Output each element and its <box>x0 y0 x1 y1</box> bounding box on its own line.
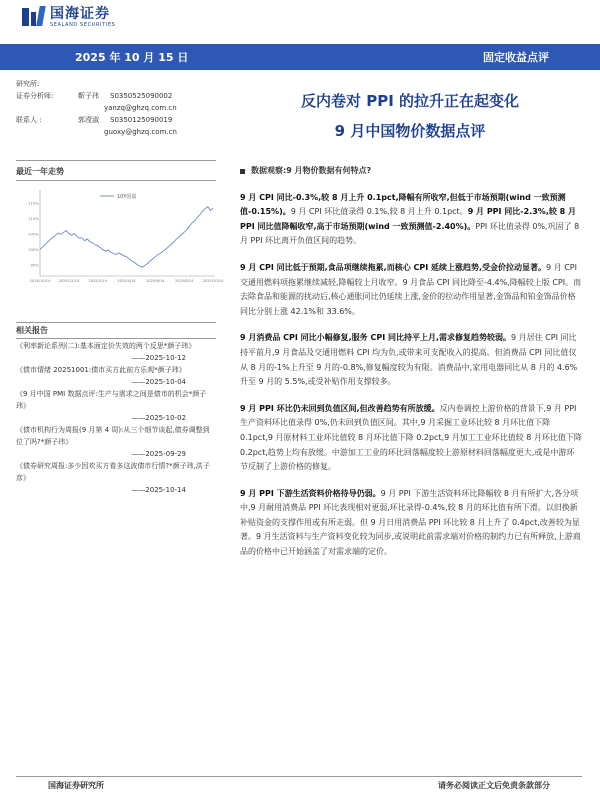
main-content <box>240 164 582 572</box>
report-link[interactable]: 《债市机构行为周报(9 月第 4 周):从三个细节谈起,债券调整到位了吗?*颜子玮》 ——2025-09-29 <box>16 426 210 458</box>
paragraph: 9 月 PPI 下游生活资料价格待导仍弱。9 月 PPI 下游生活资料环比降幅较 8 月有所扩大,各分项中,9 月耐用消费品 PPI 环比表现相对更弱,环比录得-0.4%,较 8 月的环比值有所下滑。以旧换新补贴资金的支撑作用或有所走弱。但 9 月日用消费品 PPI 环比较 8 月上升了 0.4pct,改善较为显著。9 月生活资料与生产资料变化较为同步,或说明此前需求端对价格的制约力已有所释放,上游商品的价格中已开始涵盖了对需求端的定价。 <box>240 488 581 557</box>
x-tick-label: 2025/6/14 <box>146 279 165 283</box>
legend-label: 10Y国债 <box>117 194 137 200</box>
bullet-square-icon <box>240 169 245 174</box>
analyst-id: S0350525090002 <box>110 92 173 100</box>
report-title: 反内卷对 PPI 的拉升正在起变化 <box>300 92 519 110</box>
logo-cn: 国海证券 <box>50 5 110 22</box>
header-bar <box>0 44 600 70</box>
divider <box>16 160 216 161</box>
x-tick-label: 2024/12/14 <box>58 279 80 283</box>
footer-org: 国海证券研究所 <box>48 781 104 790</box>
x-tick-label: 2025/10/14 <box>202 279 224 283</box>
contact-id: S0350125090019 <box>110 116 173 124</box>
logo-icon <box>22 6 44 28</box>
logo-en: SEALAND SECURITIES <box>50 21 116 28</box>
reports-heading: 相关报告 <box>16 326 48 335</box>
paragraph: 9 月消费品 CPI 同比小幅修复,服务 CPI 同比持平上月,需求修复趋势较弱。9 月居住 CPI 同比持平前月,9 月食品及交通用燃料 CPI 均为负,或带来可支配收入的提高。但消费品 CPI 同比值仅从 8 月的-1%上升至 9 月的-0.8%,修复幅度较为有限。消费品中,家用电器同比从 8 月的 4.6%升至 9 月的 5.5%,或受补贴作用支撑较多。 <box>240 333 578 387</box>
contact-name: 郭滢淑 <box>78 116 99 124</box>
x-tick-label: 2025/4/14 <box>117 279 136 283</box>
report-link[interactable]: 《利率新论系列(二):基本面定价失效的两个反思*颜子玮》 ——2025-10-12 <box>16 342 196 362</box>
report-date: 2025 年 10 月 15 日 <box>75 51 189 64</box>
report-link[interactable]: 《债券研究周报:多少因欢买方看多这波债市行情?*颜子玮,洪子彦》 ——2025-10-14 <box>16 462 210 494</box>
trend-heading: 最近一年走势 <box>16 167 64 176</box>
y-tick-label: 115% <box>28 201 39 206</box>
y-tick-label: 100% <box>28 247 39 252</box>
related-reports <box>16 340 216 496</box>
y-tick-label: 95% <box>30 263 39 268</box>
analyst-email[interactable]: yanzq@ghzq.com.cn <box>104 104 177 112</box>
x-tick-label: 2025/2/14 <box>88 279 107 283</box>
report-link[interactable]: 《9 月中国 PMI 数据点评:生产与需求之间是债市的机会*颜子玮》 ——2025-10-02 <box>16 390 207 422</box>
x-tick-label: 2024/10/14 <box>29 279 51 283</box>
divider <box>16 180 216 181</box>
contact-email[interactable]: guoxy@ghzq.com.cn <box>104 128 177 136</box>
company-logo <box>22 4 115 30</box>
trend-chart <box>28 190 224 290</box>
divider <box>16 322 216 323</box>
analyst-name: 靳子玮 <box>78 92 99 100</box>
divider <box>16 338 216 339</box>
report-type: 固定收益点评 <box>483 51 549 64</box>
plot-area <box>40 190 215 276</box>
report-subtitle: 9 月中国物价数据点评 <box>334 122 486 140</box>
report-link[interactable]: 《债市情绪 20251001:债市买方此前方乐观*颜子玮》 ——2025-10-04 <box>16 366 186 386</box>
paragraph: 9 月 CPI 同比-0.3%,较 8 月上升 0.1pct,降幅有所收窄,但低于市场预期(wind 一致预测值-0.15%)。9 月 CPI 环比值录得 0.1%,较 8 月上升 0.1pct。9 月 PPI 同比-2.3%,较 8 月 PPI 同比值降幅收窄,高于市场预期(wind 一致预测值-2.40%)。PPI 环比值录得 0%,巩固了 8 月 PPI 环比离开负值区间的趋势。 <box>240 192 580 246</box>
y-tick-label: 110% <box>28 217 39 222</box>
analyst-label: 证券分析师: <box>16 92 54 100</box>
paragraph: 9 月 PPI 环比仍未回到负值区间,但改善趋势有所放缓。反内卷调控上游价格的背景下,9 月 PPI 生产资料环比值录得 0%,仍未回到负值区间。其中,9 月采掘工业环比较 8 月环比值下降 0.1pct,9 月原材料工业环比值较 8 月环比值下降 0.2pct,9 月加工工业环比值较 8 月环比值下降 0.2pct,趋势上均有放缓。中游加工工业的环比回落幅度较上游原材料回落幅度更大,或是中游环节反制了上游价格的修复。 <box>240 403 582 472</box>
x-tick-label: 2025/8/14 <box>174 279 194 283</box>
author-info <box>16 78 236 138</box>
footer-disclaimer: 请务必阅读正文后免责条款部分 <box>438 781 550 790</box>
researcher-label: 研究所: <box>16 80 40 88</box>
section-lead: 数据观察:9 月物价数据有何特点? <box>240 164 582 179</box>
y-tick-label: 105% <box>28 232 39 237</box>
paragraph: 9 月 CPI 同比低于预期,食品项继续拖累,而核心 CPI 延续上涨趋势,受金价拉动显著。9 月 CPI 交通用燃料项拖累继续减轻,降幅较上月收窄。9 月食品 CPI 同比降至-4.4%,降幅较上版 CPI。而去除食品和能源的扰动后,核心通胀同比仍延续上涨,金价的拉动作用显著,金饰品和铂金饰品价格同比分别上涨 42.1%和 33.6%。 <box>240 262 582 316</box>
footer-divider <box>16 776 582 777</box>
contact-label: 联系人 : <box>16 116 42 124</box>
